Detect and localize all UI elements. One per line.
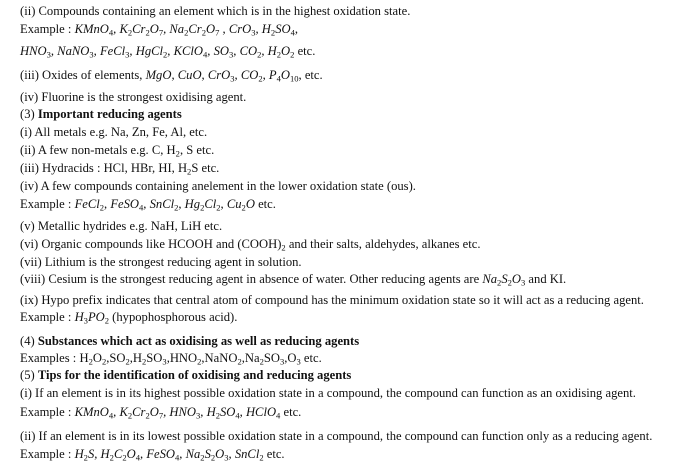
subscript: 2 [257, 49, 262, 60]
line-fluorine [20, 89, 246, 105]
subscript: 2 [142, 356, 147, 367]
chemical-formula: , SnCl [228, 447, 260, 461]
chemical-formula: KMnO [74, 22, 109, 36]
text-run: (vi) Organic compounds like HCOOH and (COOH) [20, 237, 282, 251]
text-run: (iv) Fluorine is the strongest oxidising agent. [20, 90, 247, 104]
subscript: 2 [290, 49, 295, 60]
subscript: 2 [83, 452, 88, 463]
chemical-formula: S [501, 272, 508, 286]
subscript: 2 [200, 202, 205, 213]
subscript: 4 [139, 202, 144, 213]
subscript: 3 [251, 27, 256, 38]
subscript: 2 [215, 410, 220, 421]
subscript: 2 [125, 356, 130, 367]
subscript: 2 [145, 410, 150, 421]
subscript: 3 [296, 356, 301, 367]
text-run: and their salts, aldehydes, alkanes etc. [285, 237, 481, 251]
chemical-formula: H [74, 310, 84, 324]
chemical-formula: O [205, 22, 216, 36]
text-run: etc. [254, 197, 276, 211]
text-run: O [92, 351, 102, 365]
chemical-formula: O [281, 44, 291, 58]
subscript: 4 [276, 410, 281, 421]
text-run: SO [263, 351, 280, 365]
text-run: Example : [20, 447, 75, 461]
chemical-formula: , H [200, 405, 216, 419]
line-non-metals [20, 142, 214, 158]
line-all-metals [20, 124, 207, 140]
text-run: , [294, 22, 299, 36]
line-oxides [20, 67, 323, 83]
text-run: Example : [20, 22, 75, 36]
subscript: 2 [174, 202, 179, 213]
chemical-formula: KMnO [74, 405, 109, 419]
subscript: 4 [203, 49, 208, 60]
chemical-formula: MgO, CuO, CrO [145, 68, 231, 82]
chemical-formula: SO [219, 405, 236, 419]
heading-identification-tips [20, 367, 351, 383]
text-run: , etc. [298, 68, 323, 82]
subscript: 2 [259, 452, 264, 463]
subscript: 4 [235, 410, 240, 421]
subscript: 3 [196, 410, 201, 421]
line-dual-examples [20, 350, 322, 366]
subscript: 4 [108, 27, 114, 38]
heading-text: Important reducing agents [37, 107, 182, 121]
chemical-formula: HNO [20, 44, 47, 58]
heading-dual-agents [20, 333, 359, 349]
chemical-formula: Cl [204, 197, 217, 211]
chemical-formula: , HgCl [129, 44, 164, 58]
subscript: 2 [99, 202, 105, 213]
subscript: 2 [237, 356, 242, 367]
subscript: 2 [497, 277, 502, 288]
chemical-formula: , CO [234, 68, 259, 82]
subscript: 4 [108, 410, 114, 421]
text-run: (i) If an element is in its highest possible oxidation state in a compound, the compound can function as an oxidising agent. [20, 386, 636, 400]
line-cesium [20, 271, 566, 287]
subscript: 4 [175, 452, 180, 463]
chemical-formula: , NaNO [50, 44, 90, 58]
subscript: 2 [163, 49, 168, 60]
chemical-formula: , HClO [239, 405, 277, 419]
subscript: 3 [279, 356, 285, 367]
chemical-formula: , P [262, 68, 277, 82]
text-run: (i) All metals e.g. Na, Zn, Fe, Al, etc. [20, 125, 208, 139]
line-example-tip-oxidisers [20, 404, 301, 420]
text-run: Example : [20, 197, 75, 211]
heading-text: Tips for the identification of oxidising and reducing agents [37, 368, 352, 382]
text-run: etc. [300, 351, 322, 365]
text-run: ,H [129, 351, 143, 365]
subscript: 2 [259, 356, 264, 367]
text-run: S etc. [191, 161, 220, 175]
line-example-oxidisers-2 [20, 43, 315, 59]
subscript: 2 [88, 356, 93, 367]
chemical-formula: S [204, 447, 211, 461]
text-run: ,O [284, 351, 297, 365]
text-run: (hypophosphorous acid). [109, 310, 238, 324]
chemical-formula: Cr [188, 22, 202, 36]
subscript: 4 [290, 27, 295, 38]
text-run: (v) Metallic hydrides e.g. NaH, LiH etc. [20, 219, 223, 233]
chemical-formula: , Hg [178, 197, 201, 211]
heading-reducing-agents [20, 106, 182, 122]
line-compounds-highest-state [20, 3, 410, 19]
text-run: (ii) If an element is in its lowest possible oxidation state in a compound, the compound can function only as a reducing agent. [20, 429, 653, 443]
text-run: (3) [20, 107, 38, 121]
chemical-formula: , FeCl [93, 44, 126, 58]
chemical-formula: S, H [87, 447, 110, 461]
subscript: 2 [104, 315, 110, 326]
line-example-tip-reducers [20, 446, 285, 462]
text-run: (ii) Compounds containing an element which is in the highest oxidation state. [20, 4, 411, 18]
chemical-formula: O [149, 405, 159, 419]
line-hypo-prefix [20, 292, 644, 308]
subscript: 3 [230, 73, 235, 84]
subscript: 2 [258, 73, 263, 84]
chemical-formula: , Na [179, 447, 201, 461]
chemical-formula: , H [255, 22, 271, 36]
line-example-reducers [20, 196, 276, 212]
subscript: 4 [135, 452, 141, 463]
chemical-formula: , [113, 22, 120, 36]
subscript: 3 [89, 49, 94, 60]
chemical-formula: , Na [163, 22, 185, 36]
subscript: 2 [109, 452, 114, 463]
subscript: 2 [101, 356, 107, 367]
chemical-formula: O [511, 272, 521, 286]
line-example-hypophosphorous [20, 309, 237, 325]
subscript: 2 [122, 452, 127, 463]
line-tip-lowest-state [20, 428, 652, 444]
text-run: Examples : H [20, 351, 89, 365]
subscript: 3 [125, 49, 130, 60]
subscript: 2 [175, 148, 180, 159]
subscript: 2 [201, 27, 206, 38]
subscript: 7 [158, 27, 164, 38]
text-run: (viii) Cesium is the strongest reducing agent in absence of water. Other reducing agents are [20, 272, 483, 286]
chemical-formula: , SO [207, 44, 229, 58]
chemical-formula: K [119, 22, 128, 36]
subscript: 7 [158, 410, 164, 421]
chemical-formula: C [113, 447, 123, 461]
text-run: etc. [294, 44, 316, 58]
subscript: 2 [187, 166, 192, 177]
line-organic-compounds [20, 236, 480, 252]
text-run: (5) [20, 368, 38, 382]
chemical-formula: O [126, 447, 136, 461]
chemical-formula: , FeSO [140, 447, 175, 461]
text-run: ,Na [241, 351, 260, 365]
line-lower-oxidation [20, 178, 416, 194]
text-run: Example : [20, 310, 75, 324]
chemical-formula: Cr [132, 405, 146, 419]
chemical-formula: Cr [132, 22, 146, 36]
chemical-formula: FeCl [74, 197, 100, 211]
text-run: , S etc. [179, 143, 215, 157]
subscript: 4 [276, 73, 281, 84]
chemical-formula: , HNO [163, 405, 196, 419]
text-run: etc. [263, 447, 285, 461]
chemical-formula: O [215, 447, 225, 461]
subscript: 2 [210, 452, 216, 463]
subscript: 2 [281, 242, 286, 253]
subscript: 2 [197, 356, 202, 367]
chemical-formula: PO [87, 310, 105, 324]
text-run: (ix) Hypo prefix indicates that central atom of compound has the minimum oxidation state so it will act as a reducing agent. [20, 293, 644, 307]
text-run: (ii) A few non-metals e.g. C, H [20, 143, 176, 157]
subscript: 2 [276, 49, 282, 60]
text-run: (iii) Hydracids : HCl, HBr, HI, H [20, 161, 188, 175]
line-tip-highest-state [20, 385, 636, 401]
text-run: ,NaNO [201, 351, 238, 365]
chemical-formula: O [245, 197, 255, 211]
text-run: (iii) Oxides of elements, [20, 68, 146, 82]
text-run: (vii) Lithium is the strongest reducing agent in solution. [20, 255, 302, 269]
text-run: ,HNO [166, 351, 198, 365]
subscript: 3 [46, 49, 51, 60]
line-metallic-hydrides [20, 218, 222, 234]
chemical-formula: Na [482, 272, 498, 286]
subscript: 3 [162, 356, 167, 367]
chemical-formula: , H [261, 44, 277, 58]
chemical-formula: O [149, 22, 159, 36]
text-run: ,SO [106, 351, 126, 365]
subscript: 3 [224, 452, 229, 463]
text-run: Example : [20, 405, 75, 419]
subscript: 2 [216, 202, 221, 213]
line-example-oxidisers-1 [20, 21, 298, 37]
subscript: 2 [145, 27, 150, 38]
subscript: 2 [241, 202, 246, 213]
line-hydracids [20, 160, 219, 176]
text-run: and KI. [525, 272, 567, 286]
subscript: 2 [127, 27, 133, 38]
text-run: etc. [280, 405, 302, 419]
subscript: 7 [215, 27, 220, 38]
chemical-formula: O [280, 68, 290, 82]
subscript: 3 [228, 49, 234, 60]
chemical-formula: , Cu [220, 197, 242, 211]
subscript: 2 [200, 452, 205, 463]
text-run: SO [146, 351, 163, 365]
chemical-formula: , CrO [219, 22, 252, 36]
subscript: 2 [507, 277, 512, 288]
chemical-formula: H [74, 447, 84, 461]
chemical-formula: , SnCl [143, 197, 175, 211]
text-run: (4) [20, 334, 38, 348]
subscript: 3 [83, 315, 88, 326]
chemical-formula: , K [113, 405, 128, 419]
chemical-formula: , KClO [167, 44, 203, 58]
chemical-formula: SO [275, 22, 291, 36]
subscript: 2 [270, 27, 276, 38]
subscript: 10 [289, 73, 299, 84]
chemical-formula: , FeSO [104, 197, 140, 211]
subscript: 2 [184, 27, 189, 38]
subscript: 2 [127, 410, 133, 421]
subscript: 3 [521, 277, 526, 288]
chemical-formula: , CO [233, 44, 258, 58]
line-lithium [20, 254, 302, 270]
heading-text: Substances which act as oxidising as well as reducing agents [37, 334, 360, 348]
text-run: (iv) A few compounds containing anelement in the lower oxidation state (ous). [20, 179, 416, 193]
